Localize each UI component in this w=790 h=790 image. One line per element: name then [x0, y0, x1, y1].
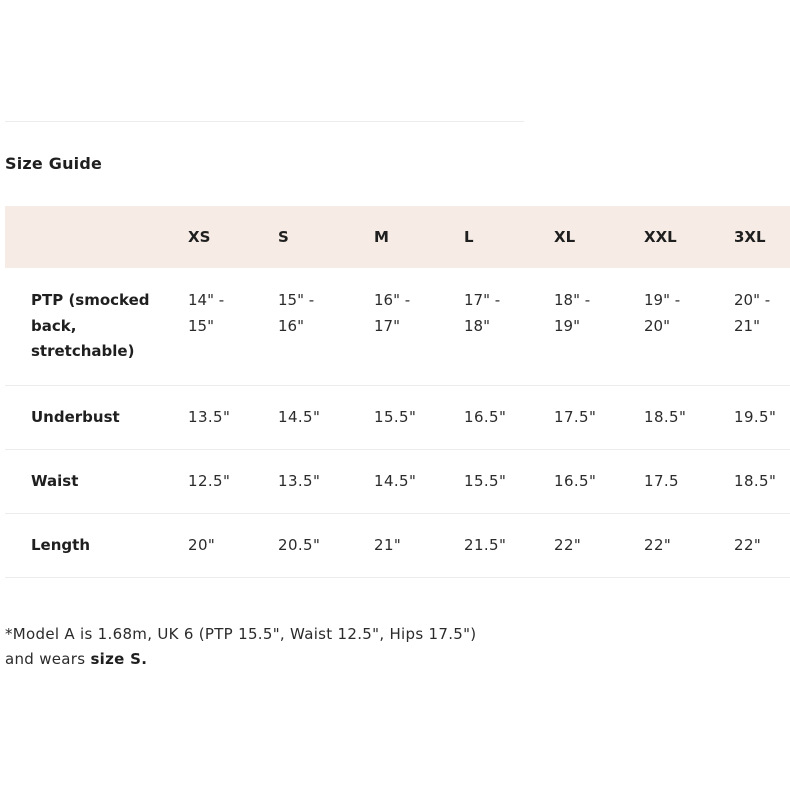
top-divider	[5, 121, 524, 122]
note-line-1: *Model A is 1.68m, UK 6 (PTP 15.5", Waist 12.5", Hips 17.5")	[5, 625, 477, 643]
table-cell: 20"	[188, 513, 278, 577]
note-prefix: and wears	[5, 650, 86, 668]
table-cell: 21"	[374, 513, 464, 577]
table-cell: 15" - 16"	[278, 268, 374, 385]
table-cell: 16" - 17"	[374, 268, 464, 385]
table-row-underbust	[5, 385, 790, 449]
table-cell: 17.5	[644, 449, 734, 513]
table-cell: 14.5"	[374, 449, 464, 513]
size-header-m: M	[374, 228, 389, 246]
table-cell: 16.5"	[554, 449, 644, 513]
table-cell: 22"	[644, 513, 734, 577]
row-label-waist: Waist	[5, 449, 188, 513]
size-guide-table	[5, 206, 790, 578]
table-row-length	[5, 513, 790, 577]
table-cell: 21.5"	[464, 513, 554, 577]
size-header-xxl: XXL	[644, 228, 677, 246]
header-blank-cell	[5, 206, 188, 268]
table-cell: 20" - 21"	[734, 268, 790, 385]
row-label-underbust: Underbust	[5, 385, 188, 449]
size-header-xl: XL	[554, 228, 576, 246]
table-cell: 14" - 15"	[188, 268, 278, 385]
row-label-length: Length	[5, 513, 188, 577]
table-header-row	[5, 206, 790, 268]
table-cell: 19" - 20"	[644, 268, 734, 385]
size-header-s: S	[278, 228, 289, 246]
table-cell: 14.5"	[278, 385, 374, 449]
table-cell: 17.5"	[554, 385, 644, 449]
table-cell: 15.5"	[374, 385, 464, 449]
row-label-ptp: PTP (smocked back, stretchable)	[5, 268, 188, 385]
table-cell: 22"	[554, 513, 644, 577]
table-cell: 13.5"	[278, 449, 374, 513]
table-cell: 13.5"	[188, 385, 278, 449]
model-size-note	[5, 622, 476, 672]
note-size-highlight: size S.	[90, 650, 148, 668]
table-cell: 18" - 19"	[554, 268, 644, 385]
table-cell: 12.5"	[188, 449, 278, 513]
size-header-xs: XS	[188, 228, 211, 246]
size-guide-heading: Size Guide	[5, 154, 103, 173]
note-line-2	[5, 647, 476, 672]
table-cell: 17" - 18"	[464, 268, 554, 385]
table-cell: 20.5"	[278, 513, 374, 577]
table-cell: 15.5"	[464, 449, 554, 513]
table-row-ptp	[5, 268, 790, 385]
size-header-3xl: 3XL	[734, 228, 766, 246]
table-cell: 18.5"	[644, 385, 734, 449]
table-cell: 18.5"	[734, 449, 790, 513]
size-header-l: L	[464, 228, 474, 246]
table-cell: 22"	[734, 513, 790, 577]
table-cell: 16.5"	[464, 385, 554, 449]
table-cell: 19.5"	[734, 385, 790, 449]
table-row-waist	[5, 449, 790, 513]
